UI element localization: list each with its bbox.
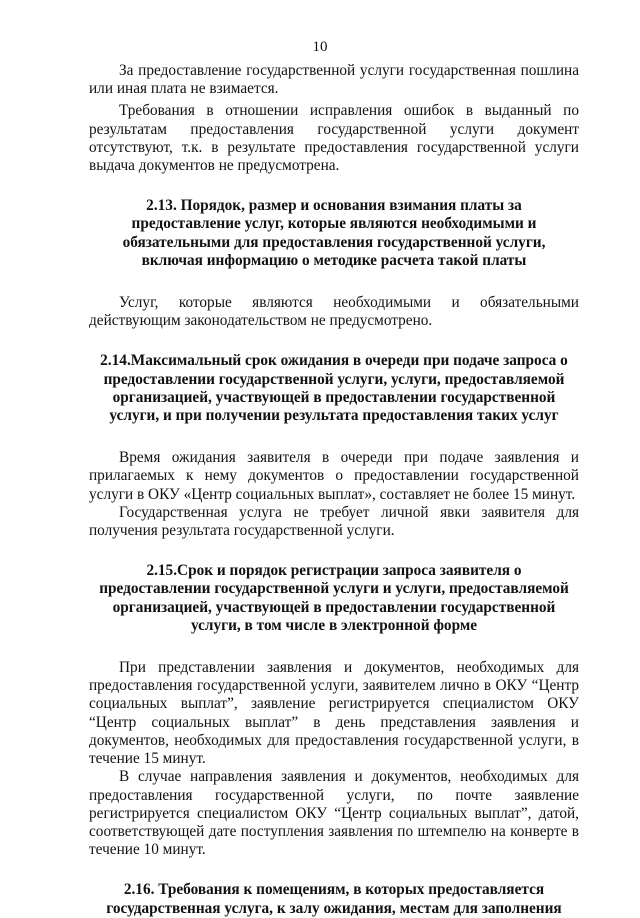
paragraph-error-correction: Требования в отношении исправления ошибок в выданный по результатам предоставления государственной услуги документ отсутствуют, т.к. в результате предоставления государственной услуги выдача документов не предусмотрена. <box>89 102 579 175</box>
paragraph-fee: За предоставление государственной услуги государственная пошлина или иная плата не взимается. <box>89 62 579 98</box>
heading-2-14: 2.14.Максимальный срок ожидания в очереди при подаче запроса о предоставлении государственной услуги, услуги, предоставляемой организацией, участвующей в предоставлении государственной услуги, и при получении результата предоставления таких услуг <box>100 352 568 425</box>
paragraph-services: Услуг, которые являются необходимыми и обязательными действующим законодательством не предусмотрено. <box>89 294 579 330</box>
heading-2-16: 2.16. Требования к помещениям, в которых предоставляется государственная услуга, к залу ожидания, местам для заполнения <box>106 881 562 917</box>
paragraph-waiting-time: Время ожидания заявителя в очереди при подаче заявления и прилагаемых к нему документов о предоставлении государственной услуги в ОКУ «Центр социальных выплат», составляет не более 15 минут. <box>89 449 579 503</box>
page-number: 10 <box>312 39 328 55</box>
paragraph-personal-visit: Государственная услуга не требует личной явки заявителя для получения результата государственной услуги. <box>89 503 579 540</box>
heading-2-15: 2.15.Срок и порядок регистрации запроса заявителя о предоставлении государственной услуги и услуги, предоставляемой организацией, участвующей в предоставлении государственной услуги, в том числе в электронной форме <box>99 562 569 634</box>
heading-2-13: 2.13. Порядок, размер и основания взимания платы за предоставление услуг, которые являются необходимыми и обязательными для предоставления государственной услуги, включая информацию о методике расчета такой платы <box>122 197 546 269</box>
paragraph-registration-by-mail: В случае направления заявления и документов, необходимых для предоставления государственной услуги, по почте заявление регистрируется специалистом ОКУ “Центр социальных выплат”, датой, соответствующей дате поступления заявления по штемпелю на конверте в течение 10 минут. <box>89 768 579 859</box>
paragraph-registration-in-person: При представлении заявления и документов, необходимых для предоставления государственной услуги, заявителем лично в ОКУ “Центр социальных выплат”, заявление регистрируется специалистом ОКУ “Центр социальных выплат” в день представления заявления и документов, необходимых для предоставления государственной услуги, в течение 15 минут. <box>89 659 579 768</box>
document-body <box>89 62 579 918</box>
